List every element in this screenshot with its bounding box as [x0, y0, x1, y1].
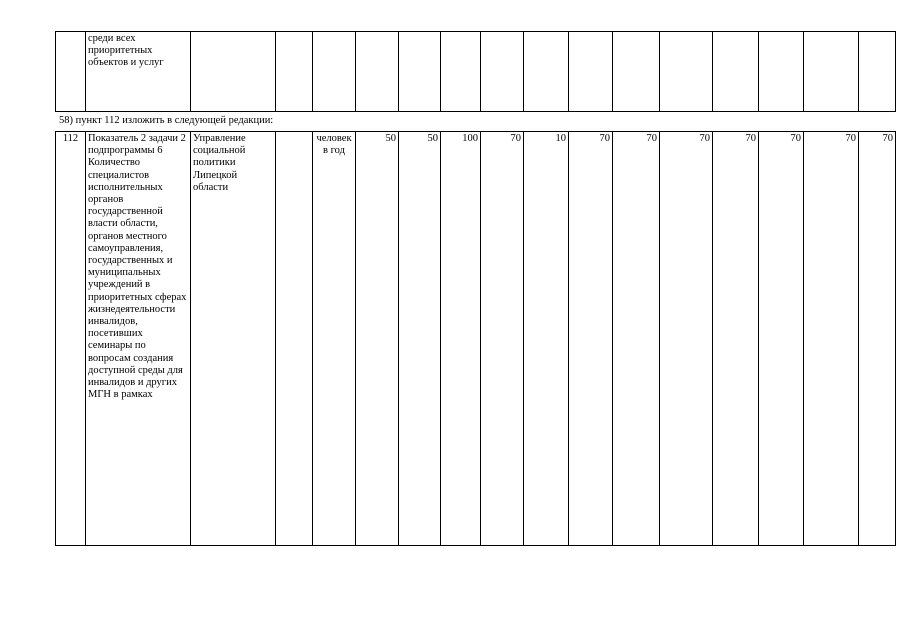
empty-cell [313, 32, 356, 112]
empty-cell [399, 32, 441, 112]
empty-cell [569, 32, 613, 112]
empty-cell [524, 32, 569, 112]
empty-cell [660, 32, 713, 112]
empty-cell [613, 32, 660, 112]
value-cell: 50 [399, 132, 441, 546]
value-cell: 70 [481, 132, 524, 546]
empty-cell [356, 32, 399, 112]
amendment-note: 58) пункт 112 изложить в следующей редакции: [59, 115, 274, 126]
value-cell: 70 [660, 132, 713, 546]
indicator-description-cell: Показатель 2 задачи 2 подпрограммы 6 Количество специалистов исполнительных органов государственной власти области, органов местного самоуправления, государственных и муниципальных учреждений в приоритетных сферах жизнедеятельности инвалидов, посетивших семинары по вопросам создания доступной среды для инвалидов и других МГН в рамках [86, 132, 191, 546]
empty-cell [759, 32, 804, 112]
empty-cell [276, 32, 313, 112]
description-cell: среди всех приоритетных объектов и услуг [86, 32, 191, 112]
table-row [56, 32, 896, 112]
value-cell: 50 [356, 132, 399, 546]
value-cell: 70 [859, 132, 896, 546]
empty-cell [804, 32, 859, 112]
value-cell: 70 [759, 132, 804, 546]
value-cell: 100 [441, 132, 481, 546]
value-cell: 10 [524, 132, 569, 546]
empty-cell [441, 32, 481, 112]
empty-cell [276, 132, 313, 546]
empty-cell [713, 32, 759, 112]
responsible-cell: Управление социальной политики Липецкой области [191, 132, 276, 546]
empty-cell [191, 32, 276, 112]
row-number-cell: 112 [56, 132, 86, 546]
number-cell [56, 32, 86, 112]
empty-cell [481, 32, 524, 112]
value-cell: 70 [613, 132, 660, 546]
value-cell: 70 [569, 132, 613, 546]
empty-cell [859, 32, 896, 112]
unit-cell: человек в год [313, 132, 356, 546]
row-112-table [55, 131, 896, 546]
value-cell: 70 [713, 132, 759, 546]
table-row [56, 132, 896, 546]
value-cell: 70 [804, 132, 859, 546]
previous-row-table [55, 31, 896, 112]
